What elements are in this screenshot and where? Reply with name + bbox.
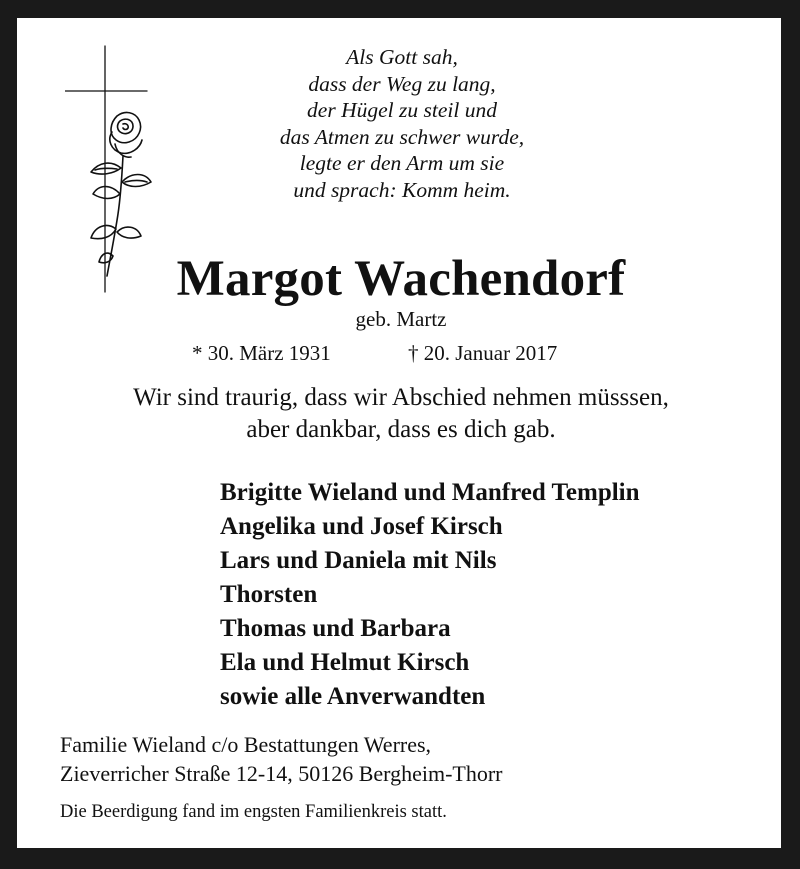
- funeral-note: Die Beerdigung fand im engsten Familienkreis statt.: [60, 802, 447, 822]
- maiden-name: geb. Martz: [355, 307, 447, 331]
- farewell-text: [17, 382, 785, 446]
- obituary-frame: [15, 16, 783, 850]
- poem-line: Als Gott sah,: [346, 45, 458, 69]
- poem-line: und sprach: Komm heim.: [293, 177, 511, 202]
- mourner-entry: Thorsten: [220, 581, 318, 608]
- mourner-entry: Angelika und Josef Kirsch: [220, 513, 503, 540]
- deceased-name: Margot Wachendorf: [176, 251, 626, 307]
- mourner-entry: Lars und Daniela mit Nils: [220, 547, 497, 574]
- farewell-line: Wir sind traurig, dass wir Abschied nehmen müsssen,: [133, 384, 669, 411]
- mourner-entry: Brigitte Wieland und Manfred Templin: [220, 479, 640, 506]
- mourners-list: [220, 476, 640, 714]
- mourner-entry: sowie alle Anverwandten: [220, 683, 486, 710]
- farewell-line: aber dankbar, dass es dich gab.: [246, 416, 556, 443]
- memorial-poem: [232, 44, 572, 203]
- mourner-entry: Ela und Helmut Kirsch: [220, 649, 470, 676]
- contact-line: Zieverricher Straße 12-14, 50126 Bergheim-Thorr: [60, 761, 503, 786]
- poem-line: das Atmen zu schwer wurde,: [279, 124, 525, 149]
- contact-address: [60, 730, 503, 788]
- poem-line: legte er den Arm um sie: [299, 151, 505, 175]
- mourner-entry: Thomas und Barbara: [220, 615, 451, 642]
- contact-line: Familie Wieland c/o Bestattungen Werres,: [60, 732, 432, 757]
- birth-date: * 30. März 1931: [192, 341, 331, 365]
- death-date: † 20. Januar 2017: [408, 341, 558, 365]
- poem-line: dass der Weg zu lang,: [308, 71, 496, 96]
- poem-line: der Hügel zu steil und: [307, 98, 497, 122]
